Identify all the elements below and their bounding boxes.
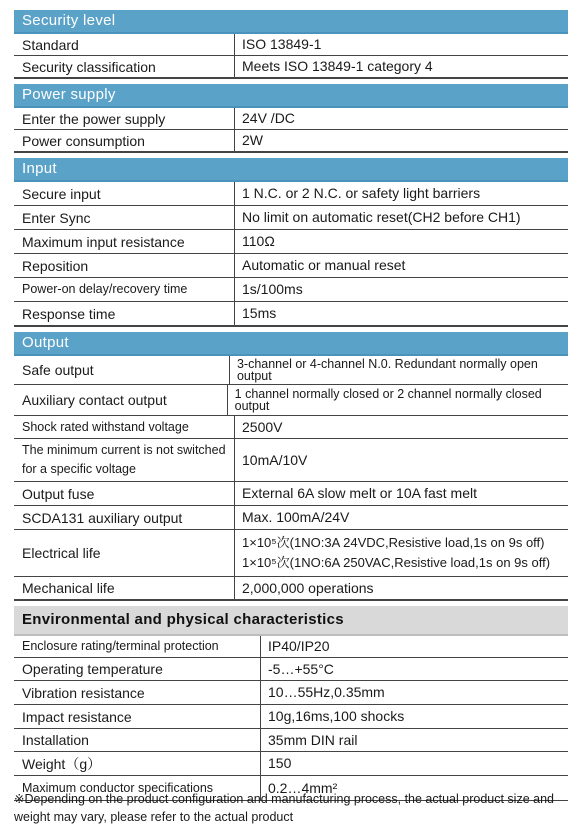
row-label: Output fuse bbox=[14, 482, 235, 505]
table-row bbox=[14, 752, 568, 776]
row-label: Reposition bbox=[14, 254, 235, 277]
row-value: 15ms bbox=[242, 305, 277, 322]
row-value: 1 N.C. or 2 N.C. or safety light barriers bbox=[242, 185, 481, 202]
table-row bbox=[14, 577, 568, 601]
row-label: Mechanical life bbox=[14, 577, 235, 599]
section-header-output: Output bbox=[14, 332, 568, 356]
electrical-life-values bbox=[235, 533, 550, 573]
row-label: Impact resistance bbox=[14, 705, 261, 728]
row-value: 10g,16ms,100 shocks bbox=[268, 708, 405, 725]
table-row bbox=[14, 130, 568, 153]
table-row bbox=[14, 416, 568, 439]
row-value: 2W bbox=[242, 132, 263, 149]
row-label: Standard bbox=[14, 34, 235, 55]
row-label: Electrical life bbox=[14, 530, 235, 576]
row-label: Weight（g） bbox=[14, 752, 261, 775]
row-value: External 6A slow melt or 10A fast melt bbox=[242, 485, 477, 502]
row-value: Max. 100mA/24V bbox=[242, 509, 350, 526]
row-label: Enter the power supply bbox=[14, 108, 235, 129]
section-header-environment: Environmental and physical characteristics bbox=[14, 606, 568, 636]
table-row bbox=[14, 230, 568, 254]
row-label: Secure input bbox=[14, 182, 235, 205]
row-value: 110Ω bbox=[242, 233, 275, 250]
row-value: -5…+55°C bbox=[268, 660, 334, 677]
footnote: ※Depending on the product configuration and manufacturing process, the actual product size and weight may vary, please refer to the actual product bbox=[14, 792, 554, 824]
row-label: Auxiliary contact output bbox=[14, 385, 228, 415]
row-label: Maximum input resistance bbox=[14, 230, 235, 253]
row-label: Power-on delay/recovery time bbox=[14, 278, 235, 301]
row-value: 1 channel normally closed or 2 channel normally closed output bbox=[234, 386, 542, 413]
row-label: Safe output bbox=[14, 356, 230, 384]
row-value: 2,000,000 operations bbox=[242, 579, 374, 596]
row-value: 24V /DC bbox=[242, 110, 295, 127]
row-label: Operating temperature bbox=[14, 658, 261, 680]
spec-table bbox=[14, 10, 568, 801]
table-row bbox=[14, 530, 568, 577]
row-value: 10mA/10V bbox=[242, 451, 308, 468]
row-label: Vibration resistance bbox=[14, 681, 261, 704]
row-label: Enclosure rating/terminal protection bbox=[14, 636, 261, 657]
row-label: Security classification bbox=[14, 56, 235, 77]
table-row bbox=[14, 56, 568, 79]
row-label: Power consumption bbox=[14, 130, 235, 151]
row-value: 3-channel or 4-channel N.0. Redundant normally open output bbox=[236, 356, 538, 383]
section-header-power: Power supply bbox=[14, 84, 568, 108]
row-label: Response time bbox=[14, 302, 235, 325]
table-row bbox=[14, 254, 568, 278]
table-row bbox=[14, 506, 568, 530]
row-value: Meets ISO 13849-1 category 4 bbox=[242, 58, 433, 75]
table-row bbox=[14, 705, 568, 729]
row-value: No limit on automatic reset(CH2 before CH1) bbox=[242, 209, 521, 226]
row-value: 0.2…4mm² bbox=[268, 779, 338, 796]
row-label: SCDA131 auxiliary output bbox=[14, 506, 235, 529]
table-row bbox=[14, 356, 568, 385]
table-row bbox=[14, 302, 568, 327]
table-row bbox=[14, 278, 568, 302]
row-value: 1s/100ms bbox=[242, 281, 303, 298]
row-value: 10…55Hz,0.35mm bbox=[268, 684, 385, 701]
section-header-input: Input bbox=[14, 158, 568, 182]
row-value: IP40/IP20 bbox=[268, 638, 330, 655]
section-header-security: Security level bbox=[14, 10, 568, 34]
row-value: 35mm DIN rail bbox=[268, 731, 358, 748]
row-value: ISO 13849-1 bbox=[242, 36, 322, 53]
table-row bbox=[14, 108, 568, 130]
table-row bbox=[14, 439, 568, 482]
table-row bbox=[14, 658, 568, 681]
table-row bbox=[14, 385, 568, 416]
row-label: Enter Sync bbox=[14, 206, 235, 229]
row-label: Installation bbox=[14, 729, 261, 751]
row-label: Maximum conductor specifications bbox=[14, 776, 261, 800]
row-value: 1×10⁵次(1NO:3A 24VDC,Resistive load,1s on 9s off) bbox=[242, 535, 545, 550]
row-value: Automatic or manual reset bbox=[242, 257, 406, 274]
table-row bbox=[14, 34, 568, 56]
table-row bbox=[14, 206, 568, 230]
table-row bbox=[14, 182, 568, 206]
row-value: 2500V bbox=[242, 418, 283, 435]
table-row bbox=[14, 636, 568, 658]
row-label: The minimum current is not switched for a specific voltage bbox=[14, 439, 235, 481]
row-label: Shock rated withstand voltage bbox=[14, 416, 235, 438]
table-row bbox=[14, 729, 568, 752]
row-value: 150 bbox=[268, 755, 292, 772]
table-row bbox=[14, 681, 568, 705]
table-row bbox=[14, 482, 568, 506]
row-value: 1×10⁵次(1NO:6A 250VAC,Resistive load,1s on 9s off) bbox=[242, 555, 551, 570]
